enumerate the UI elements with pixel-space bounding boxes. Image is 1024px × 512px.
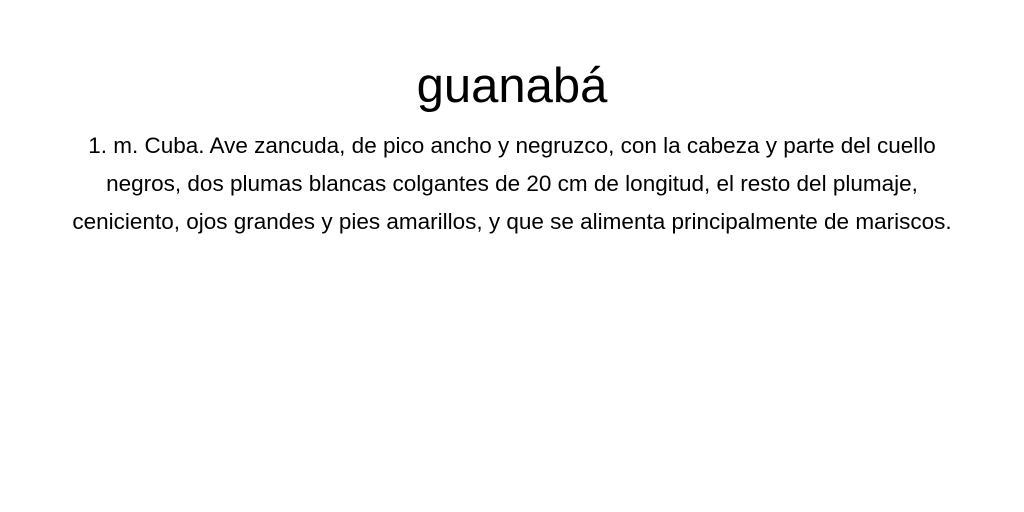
entry-term: guanabá — [416, 59, 608, 113]
entry-definition: 1. m. Cuba. Ave zancuda, de pico ancho y negruzco, con la cabeza y parte del cuello negros, dos plumas blancas colgantes de 20 cm de longitud, el resto del plumaje, ceniciento, ojos grandes y pies amarillos, y que se alimenta principalmente de mariscos. — [72, 133, 952, 234]
